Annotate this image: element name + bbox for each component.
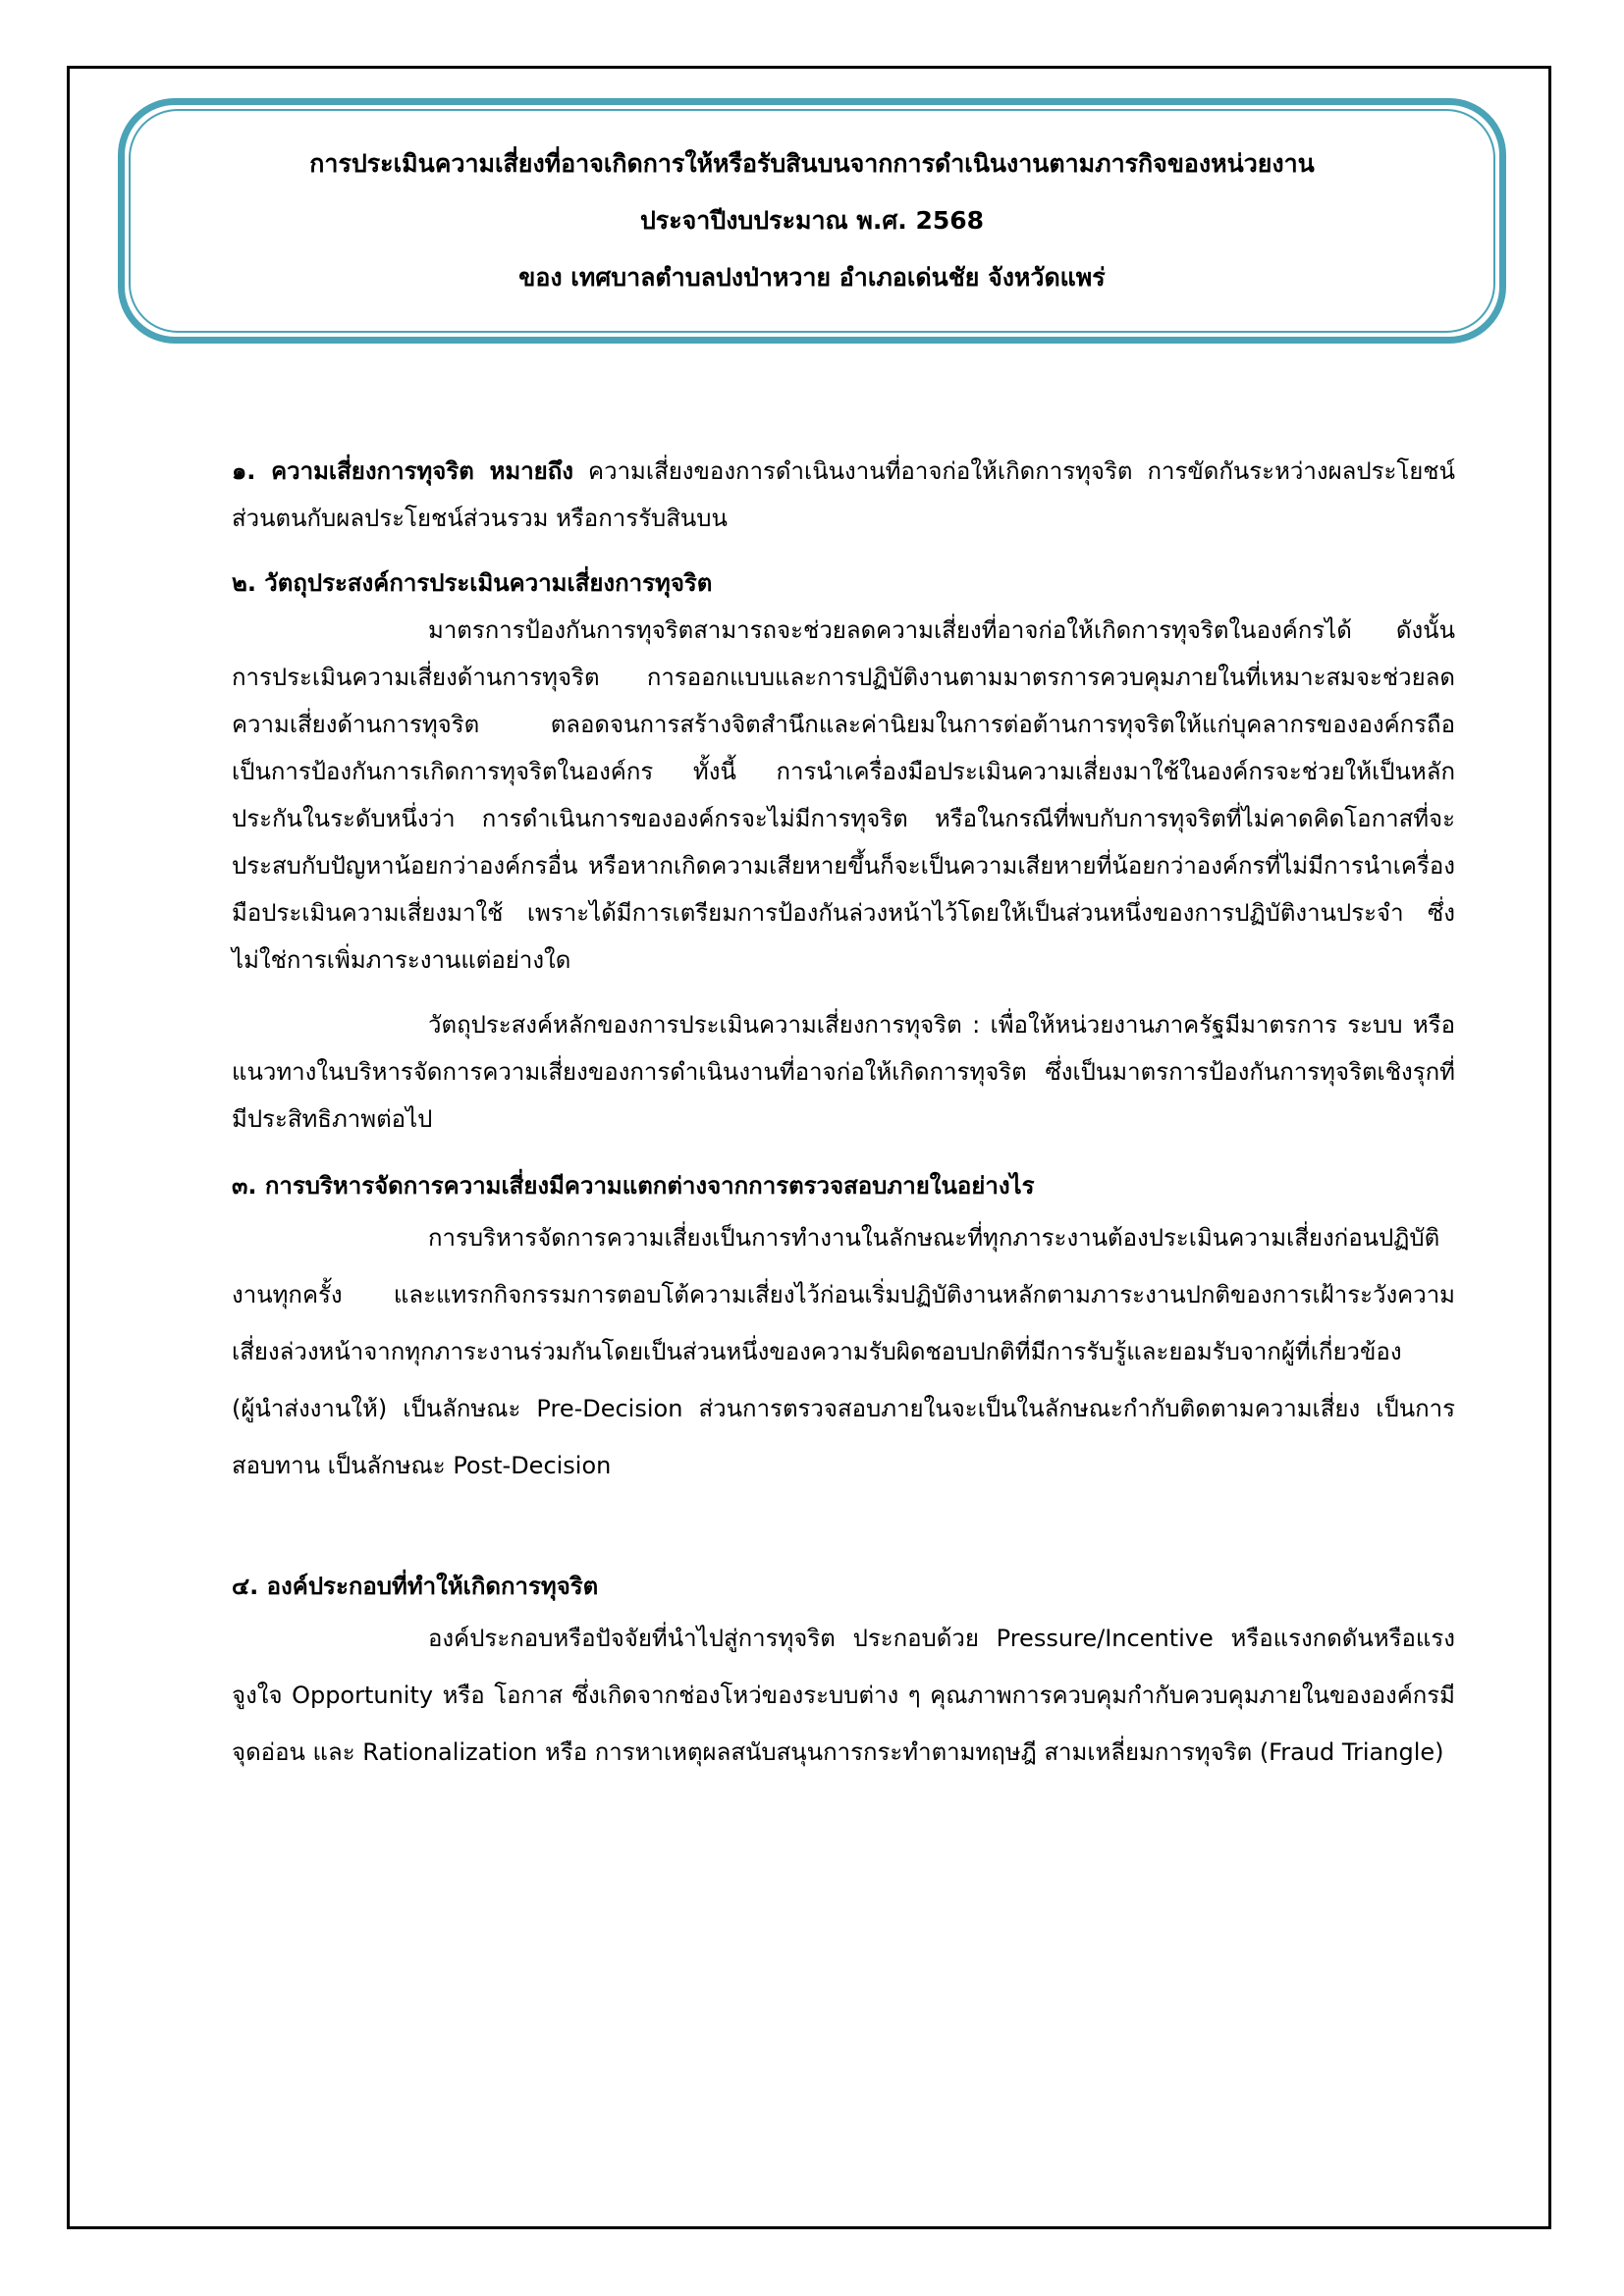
section-1-text: ความเสี่ยงของการดำเนินงานที่อาจก่อให้เกิดการทุจริต การขัดกันระหว่างผลประโยชน์ส่วนตนกับผลประโยชน์ส่วนรวม หรือการรับสินบน xyxy=(232,457,1455,532)
document-title: การประเมินความเสี่ยงที่อาจเกิดการให้หรือรับสินบนจากการดำเนินงานตามภารกิจของหน่วยงาน xyxy=(309,149,1315,178)
section-4-paragraph: องค์ประกอบหรือปัจจัยที่นำไปสู่การทุจริต ประกอบด้วย Pressure/Incentive หรือแรงกดดันหรือแรงจูงใจ Opportunity หรือ โอกาส ซึ่งเกิดจากช่องโหว่ของระบบต่าง ๆ คุณภาพการควบคุมกำกับควบคุมภายในขององค์กรมีจุดอ่อน และ Rationalization หรือ การหาเหตุผลสนับสนุนการกระทำตามทฤษฎี สามเหลี่ยมการทุจริต (Fraud Triangle) xyxy=(232,1625,1455,1766)
section-4-heading: ๔. องค์ประกอบที่ทำให้เกิดการทุจริต xyxy=(232,1573,599,1600)
title-box-inner xyxy=(129,109,1495,333)
section-2-paragraph-2: วัตถุประสงค์หลักของการประเมินความเสี่ยงการทุจริต : เพื่อให้หน่วยงานภาครัฐมีมาตรการ ระบบ หรือ แนวทางในบริหารจัดการความเสี่ยงของการดำเนินงานที่อาจก่อให้เกิดการทุจริต ซึ่งเป็นมาตรการป้องกันการทุจริตเชิงรุกที่มีประสิทธิภาพต่อไป xyxy=(232,1011,1455,1133)
fiscal-year-line: ประจาปีงบประมาณ พ.ศ. 2568 xyxy=(639,206,985,235)
organization-line: ของ เทศบาลตำบลปงป่าหวาย อำเภอเด่นชัย จังหวัดแพร่ xyxy=(518,263,1106,292)
section-2-heading: ๒. วัตถุประสงค์การประเมินความเสี่ยงการทุจริต xyxy=(232,569,713,597)
title-box xyxy=(118,98,1506,344)
section-2-paragraph-1: มาตรการป้องกันการทุจริตสามารถจะช่วยลดความเสี่ยงที่อาจก่อให้เกิดการทุจริตในองค์กรได้ ดังนั้น การประเมินความเสี่ยงด้านการทุจริต การออกแบบและการปฏิบัติงานตามมาตรการควบคุมภายในที่เหมาะสมจะช่วยลดความเสี่ยงด้านการทุจริต ตลอดจนการสร้างจิตสำนึกและค่านิยมในการต่อต้านการทุจริตให้แก่บุคลากรขององค์กรถือเป็นการป้องกันการเกิดการทุจริตในองค์กร ทั้งนี้ การนำเครื่องมือประเมินความเสี่ยงมาใช้ในองค์กรจะช่วยให้เป็นหลักประกันในระดับหนึ่งว่า การดำเนินการขององค์กรจะไม่มีการทุจริต หรือในกรณีที่พบกับการทุจริตที่ไม่คาดคิดโอกาสที่จะประสบกับปัญหาน้อยกว่าองค์กรอื่น หรือหากเกิดความเสียหายขึ้นก็จะเป็นความเสียหายที่น้อยกว่าองค์กรที่ไม่มีการนำเครื่องมือประเมินความเสี่ยงมาใช้ เพราะได้มีการเตรียมการป้องกันล่วงหน้าไว้โดยให้เป็นส่วนหนึ่งของการปฏิบัติงานประจำ ซึ่งไม่ใช่การเพิ่มภาระงานแต่อย่างใด xyxy=(232,616,1455,974)
section-1-heading: ๑. ความเสี่ยงการทุจริต หมายถึง xyxy=(232,457,573,485)
document-body xyxy=(232,448,1455,1781)
section-3-heading: ๓. การบริหารจัดการความเสี่ยงมีความแตกต่างจากการตรวจสอบภายในอย่างไร xyxy=(232,1172,1035,1200)
section-3-paragraph: การบริหารจัดการความเสี่ยงเป็นการทำงานในลักษณะที่ทุกภาระงานต้องประเมินความเสี่ยงก่อนปฏิบัติงานทุกครั้ง และแทรกกิจกรรมการตอบโต้ความเสี่ยงไว้ก่อนเริ่มปฏิบัติงานหลักตามภาระงานปกติของการเฝ้าระวังความเสี่ยงล่วงหน้าจากทุกภาระงานร่วมกันโดยเป็นส่วนหนึ่งของความรับผิดชอบปกติที่มีการรับรู้และยอมรับจากผู้ที่เกี่ยวข้อง (ผู้นำส่งงานให้) เป็นลักษณะ Pre-Decision ส่วนการตรวจสอบภายในจะเป็นในลักษณะกำกับติดตามความเสี่ยง เป็นการสอบทาน เป็นลักษณะ Post-Decision xyxy=(232,1224,1455,1479)
section-1-paragraph xyxy=(232,448,1455,542)
